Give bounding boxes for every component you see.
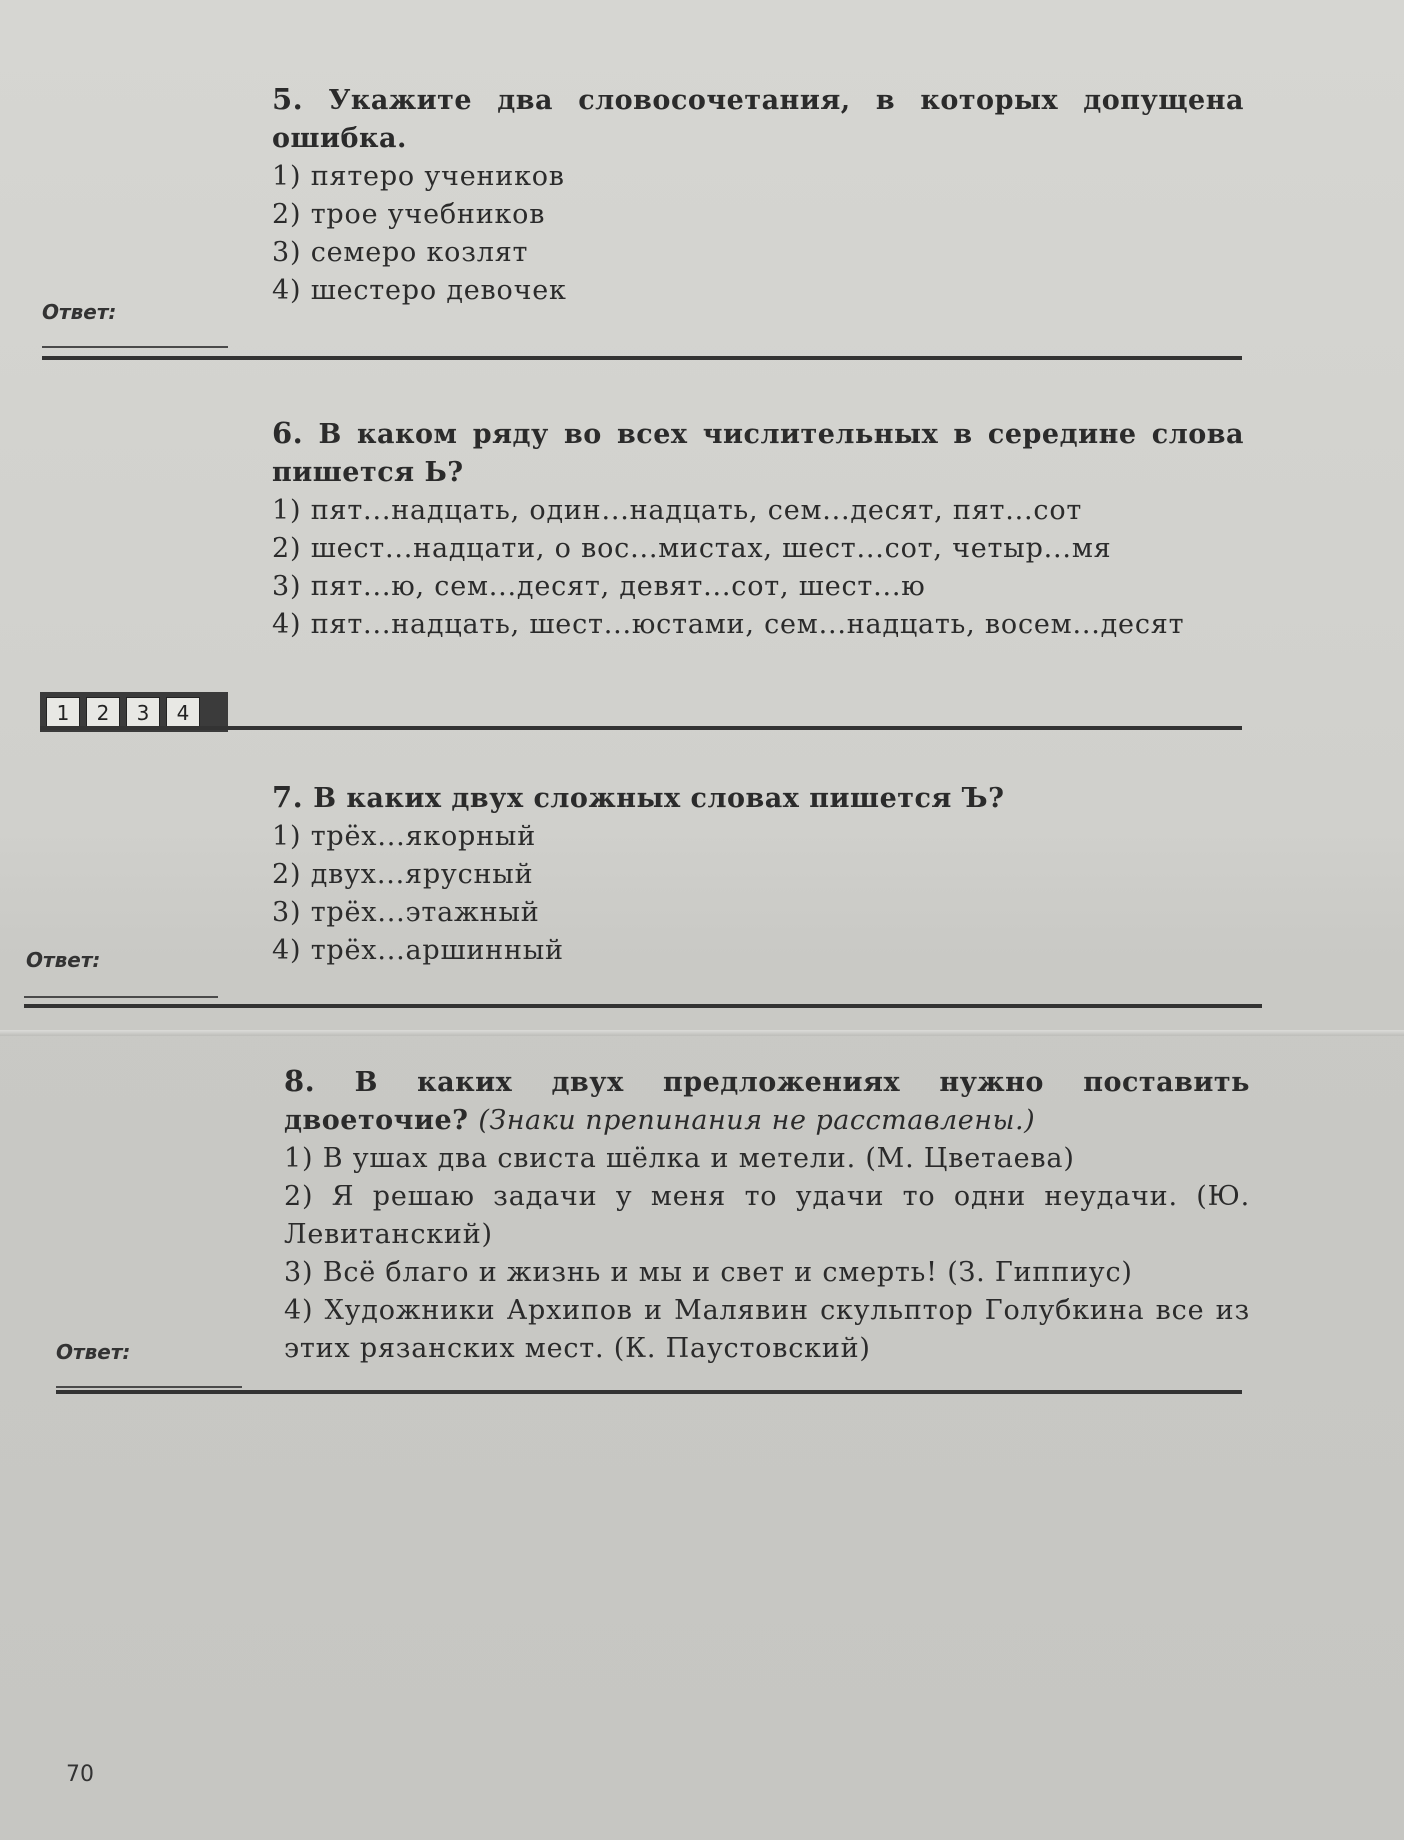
answer-box-2[interactable]: 2 <box>86 697 120 729</box>
task-7-option-4[interactable]: 4) трёх...аршинный <box>272 935 564 966</box>
task-6-number: 6. <box>272 416 304 450</box>
task-5-question-text: Укажите два словосочетания, в которых допущена ошибка. <box>272 85 1244 154</box>
task-8-option-1[interactable]: 1) В ушах два свиста шёлка и метели. (М. Цветаева) <box>284 1143 1075 1174</box>
task-5-answer-label: Ответ: <box>42 300 117 324</box>
task-7-option-1[interactable]: 1) трёх...якорный <box>272 821 536 852</box>
answer-box-1[interactable]: 1 <box>46 697 80 729</box>
task-8-number: 8. <box>284 1064 316 1098</box>
task-6-option-4[interactable]: 4) пят...надцать, шест...юстами, сем...надцать, восем...десят <box>272 609 1185 640</box>
task-6-option-1[interactable]: 1) пят...надцать, один...надцать, сем...десят, пят...сот <box>272 495 1083 526</box>
task-8-answer-field[interactable] <box>56 1386 242 1388</box>
task-8-option-3[interactable]: 3) Всё благо и жизнь и мы и свет и смерть! (З. Гиппиус) <box>284 1257 1133 1288</box>
task-5-question <box>272 80 1244 158</box>
task-6 <box>272 414 1244 644</box>
task-7-divider <box>24 1004 1262 1008</box>
task-6-question <box>272 414 1244 492</box>
task-7-number: 7. <box>272 780 304 814</box>
paper-fold <box>0 1030 1404 1036</box>
task-6-question-text: В каком ряду во всех числительных в середине слова пишется Ь? <box>272 419 1244 488</box>
task-7-option-2[interactable]: 2) двух...ярусный <box>272 859 534 890</box>
task-8-divider <box>56 1390 1242 1394</box>
task-6-divider <box>40 726 1242 730</box>
task-5-option-4[interactable]: 4) шестеро девочек <box>272 275 567 306</box>
page-number: 70 <box>66 1762 94 1787</box>
task-7-question <box>272 778 1244 818</box>
task-7-answer-label: Ответ: <box>26 948 101 972</box>
task-8-option-4[interactable]: 4) Художники Архипов и Малявин скульптор Голубкина все из этих рязанских мест. (К. Паустовский) <box>284 1295 1250 1364</box>
task-5-option-2[interactable]: 2) трое учебников <box>272 199 546 230</box>
answer-box-4[interactable]: 4 <box>166 697 200 729</box>
task-8-answer-label: Ответ: <box>56 1340 131 1364</box>
task-8-question-text: В каких двух предложениях нужно поставить двоеточие? <box>284 1067 1250 1136</box>
task-5 <box>272 80 1244 310</box>
task-8-note: (Знаки препинания не расставлены.) <box>478 1105 1036 1136</box>
task-5-option-3[interactable]: 3) семеро козлят <box>272 237 529 268</box>
task-5-option-1[interactable]: 1) пятеро учеников <box>272 161 565 192</box>
task-8 <box>284 1062 1250 1368</box>
task-5-number: 5. <box>272 82 304 116</box>
task-7 <box>272 778 1244 970</box>
answer-box-3[interactable]: 3 <box>126 697 160 729</box>
task-7-option-3[interactable]: 3) трёх...этажный <box>272 897 540 928</box>
task-6-option-2[interactable]: 2) шест...надцати, о вос...мистах, шест...сот, четыр...мя <box>272 533 1112 564</box>
task-7-question-text: В каких двух сложных словах пишется Ъ? <box>313 783 1005 814</box>
task-5-answer-field[interactable] <box>42 346 228 348</box>
task-7-answer-field[interactable] <box>24 996 218 998</box>
task-8-option-2[interactable]: 2) Я решаю задачи у меня то удачи то одни неудачи. (Ю. Левитанский) <box>284 1181 1250 1250</box>
task-6-option-3[interactable]: 3) пят...ю, сем...десят, девят...сот, шест...ю <box>272 571 926 602</box>
task-5-divider <box>42 356 1242 360</box>
task-8-question <box>284 1062 1250 1140</box>
